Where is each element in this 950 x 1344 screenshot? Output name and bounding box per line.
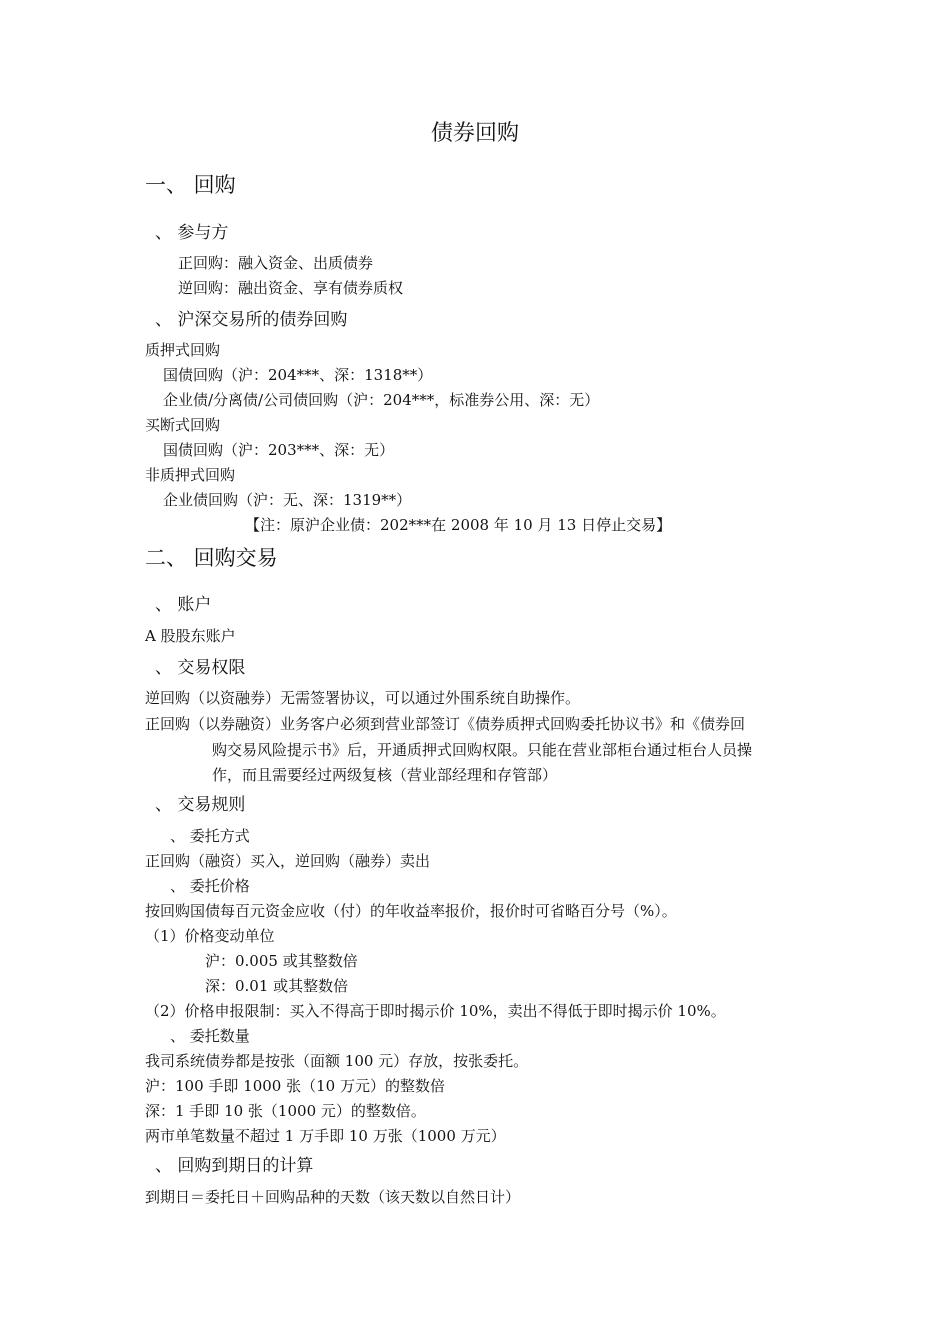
item-heading: 、 委托数量 — [170, 1027, 250, 1045]
body-line: 企业债/分离债/公司债回购（沪：204***，标准券公用、深：无） — [163, 391, 600, 409]
body-line: 国债回购（沪：204***、深：1318**） — [163, 366, 433, 384]
body-line: 企业债回购（沪：无、深：1319**） — [163, 491, 412, 509]
item-heading: 、 委托方式 — [170, 827, 250, 845]
subsection-heading: 、 沪深交易所的债券回购 — [155, 310, 348, 330]
subsection-heading: 、 交易权限 — [155, 658, 246, 678]
body-line: 非质押式回购 — [145, 466, 236, 484]
body-line: A 股股东账户 — [145, 627, 236, 645]
body-line: 我司系统债券都是按张（面额 100 元）存放，按张委托。 — [145, 1052, 529, 1070]
body-line: 买断式回购 — [145, 416, 221, 434]
subsection-heading: 、 账户 — [155, 595, 212, 615]
section-heading: 二、 回购交易 — [145, 546, 278, 570]
body-line: 购交易风险提示书》后，开通质押式回购权限。只能在营业部柜台通过柜台人员操 — [212, 741, 753, 759]
body-line: （2）价格申报限制：买入不得高于即时揭示价 10%，卖出不得低于即时揭示价 10%。 — [145, 1002, 726, 1020]
body-line: 逆回购（以资融券）无需签署协议，可以通过外围系统自助操作。 — [145, 689, 581, 707]
body-line: （1）价格变动单位 — [145, 927, 275, 945]
subsection-heading: 、 参与方 — [155, 223, 229, 243]
section-heading: 一、 回购 — [145, 173, 236, 197]
note-line: 【注：原沪企业债：202***在 2008 年 10 月 13 日停止交易】 — [245, 516, 672, 534]
body-line: 深：0.01 或其整数倍 — [205, 977, 349, 995]
body-line: 深：1 手即 10 张（1000 元）的整数倍。 — [145, 1102, 426, 1120]
body-line: 作，而且需要经过两级复核（营业部经理和存管部） — [212, 766, 558, 784]
item-heading: 、 委托价格 — [170, 877, 250, 895]
body-line: 两市单笔数量不超过 1 万手即 10 万张（1000 万元） — [145, 1127, 506, 1145]
body-line: 沪：100 手即 1000 张（10 万元）的整数倍 — [145, 1077, 445, 1095]
body-line: 正回购（以券融资）业务客户必须到营业部签订《债券质押式回购委托协议书》和《债券回 — [145, 715, 746, 733]
subsection-heading: 、 回购到期日的计算 — [155, 1156, 314, 1176]
subsection-heading: 、 交易规则 — [155, 795, 246, 815]
body-line: 正回购（融资）买入，逆回购（融券）卖出 — [145, 852, 431, 870]
body-line: 沪：0.005 或其整数倍 — [205, 952, 358, 970]
body-line: 到期日＝委托日＋回购品种的天数（该天数以自然日计） — [145, 1188, 521, 1206]
page-title: 债券回购 — [431, 121, 520, 146]
body-line: 逆回购：融出资金、享有债券质权 — [178, 279, 404, 297]
body-line: 按回购国债每百元资金应收（付）的年收益率报价，报价时可省略百分号（%）。 — [145, 902, 677, 920]
body-line: 正回购：融入资金、出质债券 — [178, 254, 374, 272]
body-line: 质押式回购 — [145, 341, 221, 359]
body-line: 国债回购（沪：203***、深：无） — [163, 441, 395, 459]
